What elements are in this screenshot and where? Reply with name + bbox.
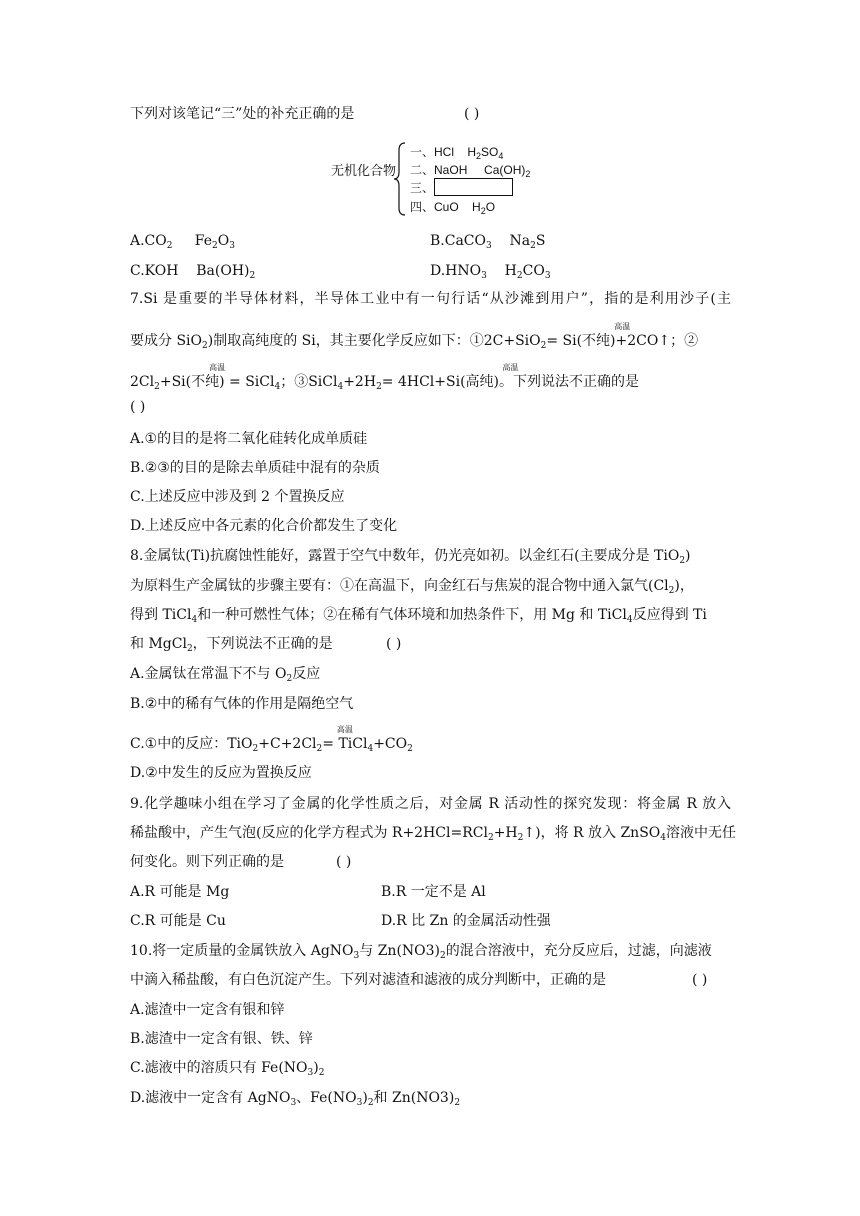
- subscript: 4: [498, 151, 504, 161]
- subscript: 2: [286, 674, 293, 684]
- q9-option-a: A.R 可能是 Mg: [130, 884, 230, 900]
- subscript: 4: [191, 615, 198, 625]
- subscript: 2: [316, 744, 323, 754]
- q6-option-b: B.CaCO$_3$ $Na_2S$: [430, 233, 546, 251]
- subscript: 2: [186, 644, 193, 654]
- condition-high-temp: 高温: [209, 363, 226, 372]
- q9-stem-line-3: 何变化。则下列正确的是: [130, 854, 284, 870]
- subscript: 2: [480, 206, 486, 216]
- q10-option-b: B.滤渣中一定含有银、铁、锌: [130, 1031, 313, 1047]
- subscript: 2: [668, 586, 675, 596]
- q6-option-c: C.KOH $Ba(OH)_2$: [130, 263, 256, 281]
- subscript: 2: [525, 169, 531, 179]
- subscript: 2: [249, 271, 256, 281]
- subscript: 3: [229, 241, 235, 251]
- subscript: 2: [487, 833, 494, 843]
- diagram-item-3: 三、: [410, 181, 435, 195]
- subscript: 2: [476, 151, 482, 161]
- subscript: 3: [353, 951, 360, 961]
- q8-stem-line-3: 得到 TiCl$_4$和一种可燃性气体；②在稀有气体环境和加热条件下，用 Mg 和 TiCl$_4$反应得到 Ti: [130, 607, 707, 625]
- condition-high-temp: 高温: [336, 725, 353, 734]
- brace-icon: [393, 142, 407, 216]
- q9-option-b: B.R 一定不是 Al: [381, 884, 486, 900]
- subscript: 4: [626, 615, 633, 625]
- q7-stem-line-3: $2Cl_2$ 高温 +Si(不纯) = SiCl$_4$；$③SiCl_4+2H_2$ 高温 = 4HCl+Si(高纯)。下列说法不正确的是: [130, 372, 731, 392]
- subscript: 3: [486, 241, 492, 251]
- diagram-item-1: 一、HCl $H_2SO_4$: [410, 145, 504, 161]
- subscript: 2: [454, 1098, 461, 1108]
- q8-option-c: C.①中的反应：$TiO_2+C+2Cl_2$ 高温 = $TiCl_4+CO_2$: [130, 734, 413, 754]
- subscript: 2: [679, 556, 686, 566]
- q8-option-b: B.②中的稀有气体的作用是隔绝空气: [130, 696, 354, 712]
- subscript: 2: [166, 241, 173, 251]
- q6-option-a: $A.CO_2$ $Fe_2O_3$: [130, 233, 235, 251]
- q8-option-d: D.②中发生的反应为置换反应: [130, 765, 312, 781]
- q8-option-a: A.金属钛在常温下不与 $O_2$反应: [130, 666, 321, 684]
- subscript: 2: [202, 341, 208, 351]
- q6-option-d: $D.HNO_3$ $H_2CO_3$: [430, 263, 551, 281]
- q9-option-d: D.R 比 Zn 的金属活动性强: [381, 913, 551, 929]
- q6-stem: 下列对该笔记“三”处的补充正确的是: [130, 106, 355, 122]
- subscript: 2: [252, 744, 259, 754]
- subscript: 4: [274, 382, 281, 392]
- q10-option-a: A.滤渣中一定含有银和锌: [130, 1002, 285, 1018]
- q8-stem-line-4: 和 MgCl$_2$，下列说法不正确的是: [130, 636, 333, 654]
- subscript: 3: [544, 271, 551, 281]
- subscript: 2: [440, 951, 446, 961]
- q8-stem-line-1: 8.金属钛(Ti)抗腐蚀性能好，露置于空气中数年，仍光亮如初。以金红石(主要成分是 TiO$_2$): [130, 548, 691, 566]
- blank-answer-box: [434, 178, 513, 196]
- subscript: 3: [307, 1068, 314, 1078]
- subscript: 2: [516, 271, 523, 281]
- subscript: 2: [154, 382, 160, 392]
- q7-stem-line-2: 要成分 SiO$_2$)制取高纯度的 Si，其主要化学反应如下：①2C+SiO$_2$ 高温 = Si(不纯)+2CO↑；②: [130, 331, 698, 351]
- q9-option-c: C.R 可能是 Cu: [130, 913, 226, 929]
- condition-high-temp: 高温: [614, 322, 631, 331]
- q7-option-b: B.②③的目的是除去单质硅中混有的杂质: [130, 460, 380, 476]
- q7-option-d: D.上述反应中各元素的化合价都发生了变化: [130, 518, 398, 534]
- q10-option-d: D.滤液中一定含有 AgNO$_3$、$Fe(NO_3)_2$和 $Zn(NO3)_2$: [130, 1090, 461, 1108]
- q7-stem-line-1: 7.Si 是重要的半导体材料，半导体工业中有一句行话“从沙滩到用户”，指的是利用沙子(主: [130, 291, 731, 307]
- q10-stem-line-1: 10.将一定质量的金属铁放入 AgNO$_3$与 $Zn(NO3)_2$的混合溶液中，充分反应后，过滤，向滤液: [130, 943, 712, 961]
- subscript: 2: [407, 744, 413, 754]
- q9-answer-paren: ( ): [336, 854, 352, 870]
- q10-option-c: C.滤液中的溶质只有 $Fe(NO_3)_2$: [130, 1060, 325, 1078]
- q8-stem-line-2: 为原料生产金属钛的步骤主要有：①在高温下，向金红石与焦炭的混合物中通入氯气$(Cl_2)$，: [130, 578, 694, 596]
- subscript: 4: [367, 744, 374, 754]
- diagram-root-label: 无机化合物: [331, 164, 397, 179]
- subscript: 4: [337, 382, 344, 392]
- subscript: 2: [367, 1098, 374, 1108]
- subscript: 2: [530, 241, 536, 251]
- q7-answer-paren: ( ): [130, 399, 146, 415]
- q7-option-c: C.上述反应中涉及到 2 个置换反应: [130, 489, 345, 505]
- q7-option-a: A.①的目的是将二氧化硅转化成单质硅: [130, 431, 368, 447]
- subscript: 2: [540, 341, 547, 351]
- condition-high-temp: 高温: [502, 363, 519, 372]
- q10-stem-line-2: 中滴入稀盐酸，有白色沉淀产生。下列对滤渣和滤液的成分判断中，正确的是: [130, 972, 606, 988]
- subscript: 3: [481, 271, 487, 281]
- q8-answer-paren: ( ): [386, 636, 402, 652]
- subscript: 3: [356, 1098, 363, 1108]
- subscript: 4: [660, 833, 667, 843]
- q6-answer-paren: ( ): [464, 106, 480, 122]
- subscript: 2: [211, 241, 218, 251]
- subscript: 2: [517, 833, 524, 843]
- q9-stem-line-1: 9.化学趣味小组在学习了金属的化学性质之后，对金属 R 活动性的探究发现：将金属 R 放入: [130, 796, 731, 812]
- q10-answer-paren: ( ): [692, 972, 708, 988]
- diagram-item-2: 二、NaOH $Ca(OH)_2$: [410, 163, 531, 179]
- subscript: 3: [290, 1098, 297, 1108]
- diagram-item-4: 四、CuO $H_2O$: [410, 200, 496, 216]
- subscript: 2: [376, 382, 382, 392]
- q9-stem-line-2: 稀盐酸中，产生气泡(反应的化学方程式为 $R+2HCl=RCl_2+H_2↑$)，将 R 放入 ZnSO$_4$溶液中无任: [130, 825, 737, 843]
- subscript: 2: [318, 1068, 325, 1078]
